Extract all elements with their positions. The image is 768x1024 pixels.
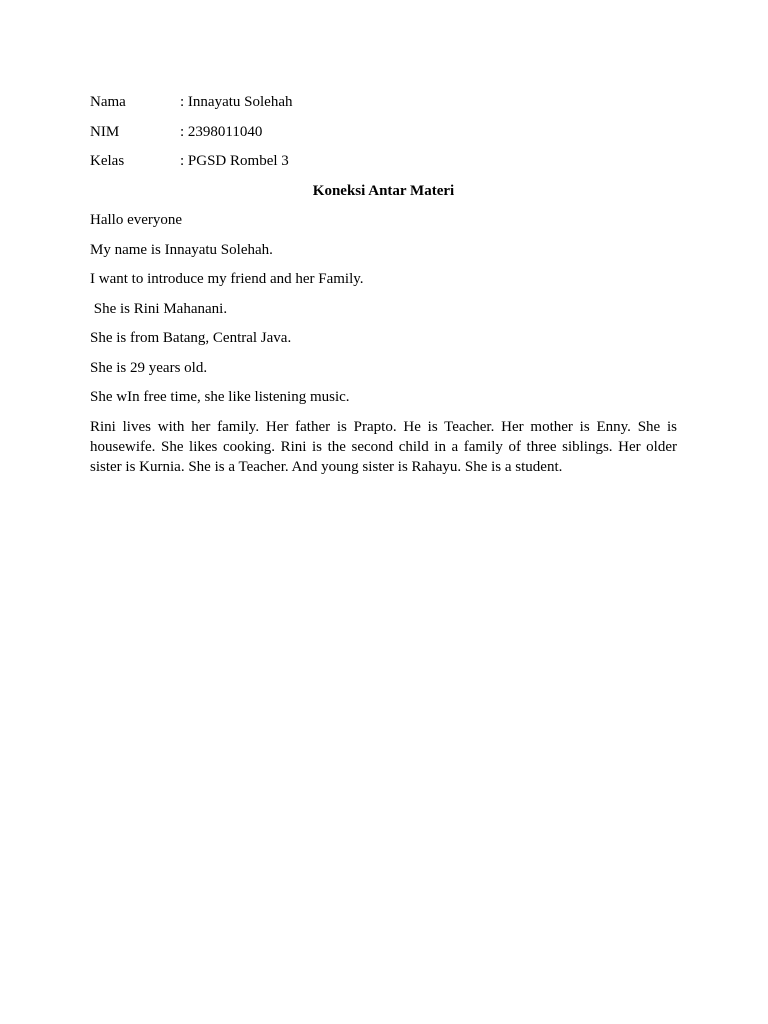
nim-label: NIM (90, 123, 120, 140)
kelas-label: Kelas (90, 153, 125, 169)
nama-value: : Innayatu Solehah (180, 94, 293, 110)
text-line-origin: She is from Batang, Central Java. (90, 330, 292, 346)
info-row-nim (90, 122, 677, 142)
text-line-hobby: She wIn free time, she like listening music. (90, 389, 350, 405)
family-paragraph: Rini lives with her family. Her father is Prapto. He is Teacher. Her mother is Enny. She is housewife. She likes cooking. Rini is the second child in a family of three siblings. Her older sister is Kurnia. She is a Teacher. And young sister is Rahayu. She is a student. (90, 418, 677, 475)
text-line-greeting: Hallo everyone (90, 212, 183, 228)
text-line-name: My name is Innayatu Solehah. (90, 241, 273, 258)
info-row-kelas (90, 151, 677, 171)
nim-value: : 2398011040 (180, 123, 263, 140)
text-line-age: She is 29 years old. (90, 359, 208, 376)
document-title: Koneksi Antar Materi (312, 182, 455, 199)
kelas-value: : PGSD Rombel 3 (180, 153, 289, 169)
nama-label: Nama (90, 94, 126, 110)
info-row-nama (90, 92, 677, 112)
document-content (90, 92, 677, 477)
text-line-introduce: I want to introduce my friend and her Family. (90, 271, 364, 287)
text-line-friend-name: She is Rini Mahanani. (90, 300, 228, 317)
